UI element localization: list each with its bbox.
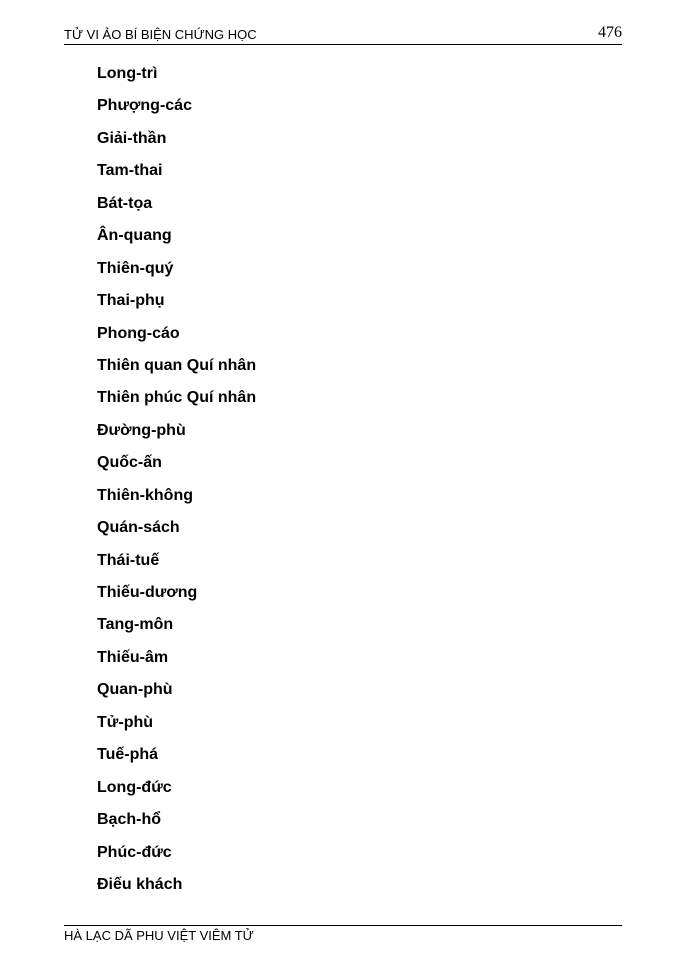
list-item: Tam-thai — [97, 162, 163, 180]
list-item: Quan-phù — [97, 681, 173, 699]
list-item: Thiên-không — [97, 486, 193, 504]
list-item: Tuế-phá — [97, 746, 159, 764]
list-item: Phong-cáo — [97, 324, 180, 342]
list-item: Thiên quan Quí nhân — [97, 356, 257, 374]
list-item: Quốc-ấn — [97, 454, 162, 472]
footer-text: HÀ LẠC DÃ PHU VIỆT VIÊM TỬ — [64, 928, 254, 943]
list-item: Thai-phụ — [97, 292, 165, 310]
list-item: Giải-thần — [97, 129, 167, 147]
list-item: Tang-môn — [97, 616, 174, 634]
page-header — [64, 22, 622, 45]
list-item: Thái-tuế — [97, 551, 160, 569]
list-item: Đường-phù — [97, 421, 186, 439]
header-title: TỬ VI ẢO BÍ BIỆN CHỨNG HỌC — [64, 27, 257, 42]
list-item: Ân-quang — [97, 227, 172, 245]
list-item: Điếu khách — [97, 875, 183, 893]
page-footer — [64, 925, 622, 943]
list-item: Bát-tọa — [97, 194, 153, 212]
list-item: Thiếu-dương — [97, 584, 198, 601]
list-item: Phúc-đức — [97, 843, 172, 861]
list-item: Phượng-các — [97, 97, 192, 115]
list-item: Long-trì — [97, 65, 158, 82]
star-list — [97, 64, 256, 907]
list-item: Bạch-hổ — [97, 811, 161, 829]
list-item: Long-đức — [97, 778, 172, 796]
list-item: Thiên-quý — [97, 259, 174, 277]
page-number: 476 — [598, 24, 622, 41]
list-item: Tử-phù — [97, 713, 154, 731]
list-item: Quán-sách — [97, 519, 180, 537]
list-item: Thiên phúc Quí nhân — [97, 389, 257, 407]
list-item: Thiếu-âm — [97, 648, 169, 666]
